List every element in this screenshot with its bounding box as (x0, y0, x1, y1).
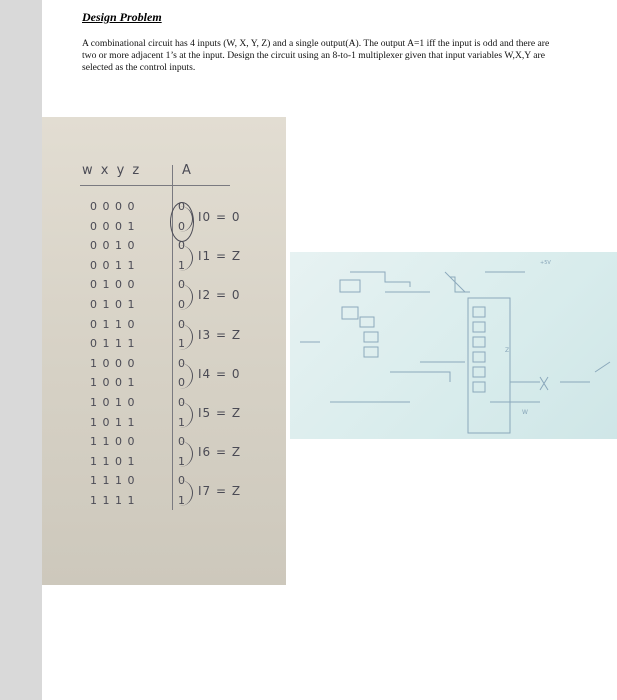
truth-table-row-output: 0 (178, 356, 186, 370)
problem-statement: A combinational circuit has 4 inputs (W, X, Y, Z) and a single output(A). The output A=1 iff the input is odd and there are two or more adjacent 1’s at the input. Design the circuit using an 8-to-1 multiplexer given that input variables W,X,Y are selected as the control inputs. (82, 38, 550, 73)
pair-brace (180, 363, 193, 389)
truth-table-row-output: 0 (178, 239, 186, 253)
truth-table-row-inputs: 0 0 1 1 (90, 258, 136, 272)
truth-table-row-output: 0 (178, 200, 186, 213)
svg-text:Z: Z (505, 347, 510, 354)
truth-table-output-header: A (182, 163, 193, 178)
mux-input-annotation: I3 = Z (198, 327, 242, 342)
pair-brace (180, 441, 193, 467)
truth-table-row-output: 1 (178, 258, 186, 272)
truth-table-input-header: w x y z (82, 163, 142, 178)
mux-input-annotation: I2 = 0 (198, 288, 241, 303)
document-page (42, 0, 617, 700)
whiteboard-photo (290, 252, 617, 439)
truth-table-row-inputs: 0 1 0 0 (90, 278, 136, 292)
pair-brace (180, 480, 193, 506)
truth-table-row-inputs: 1 0 1 0 (90, 396, 136, 409)
truth-table-row-output: 0 (178, 474, 186, 488)
truth-table-row-output: 0 (178, 396, 186, 409)
svg-text:W: W (522, 409, 528, 416)
truth-table-row-output: 1 (178, 454, 186, 468)
truth-table-row-inputs: 0 1 1 1 (90, 337, 136, 351)
truth-table-row-inputs: 0 1 0 1 (90, 298, 136, 311)
table-header-rule (80, 185, 230, 186)
truth-table-row-inputs: 0 0 0 1 (90, 219, 136, 233)
pair-brace (180, 402, 193, 428)
truth-table-row-output: 0 (178, 278, 186, 292)
pair-brace (180, 245, 193, 271)
pair-brace (180, 324, 193, 350)
truth-table-row-inputs: 0 0 0 0 (90, 200, 136, 213)
truth-table-photo (42, 117, 286, 585)
mux-input-annotation: I7 = Z (198, 484, 242, 499)
mux-circuit-sketch (290, 252, 617, 439)
truth-table-row-inputs: 1 0 1 1 (90, 415, 136, 429)
pair-brace (180, 284, 193, 310)
truth-table-row-inputs: 1 1 0 0 (90, 435, 136, 449)
truth-table-row-inputs: 1 1 0 1 (90, 454, 136, 468)
truth-table-row-output: 0 (178, 317, 186, 331)
truth-table-row-inputs: 0 0 1 0 (90, 239, 136, 253)
mux-input-annotation: I4 = 0 (198, 366, 241, 381)
truth-table-row-output: 1 (178, 494, 186, 507)
truth-table-row-output: 0 (178, 376, 186, 390)
truth-table-row-output: 0 (178, 298, 186, 311)
problem-heading: Design Problem (82, 10, 162, 24)
truth-table-row-inputs: 1 0 0 1 (90, 376, 136, 390)
truth-table-row-output: 1 (178, 415, 186, 429)
mux-input-annotation: I1 = Z (198, 249, 242, 264)
truth-table-row-inputs: 1 0 0 0 (90, 356, 136, 370)
truth-table-row-output: 0 (178, 435, 186, 449)
truth-table-row-inputs: 1 1 1 1 (90, 494, 136, 507)
mux-input-annotation: I5 = Z (198, 406, 242, 420)
svg-text:+5V: +5V (540, 260, 551, 266)
truth-table-row-inputs: 0 1 1 0 (90, 317, 136, 331)
mux-input-annotation: I0 = 0 (198, 210, 241, 224)
truth-table-row-inputs: 1 1 1 0 (90, 474, 136, 488)
mux-input-annotation: I6 = Z (198, 445, 242, 460)
truth-table-row-output: 1 (178, 337, 186, 351)
truth-table-row-output: 0 (178, 219, 186, 233)
